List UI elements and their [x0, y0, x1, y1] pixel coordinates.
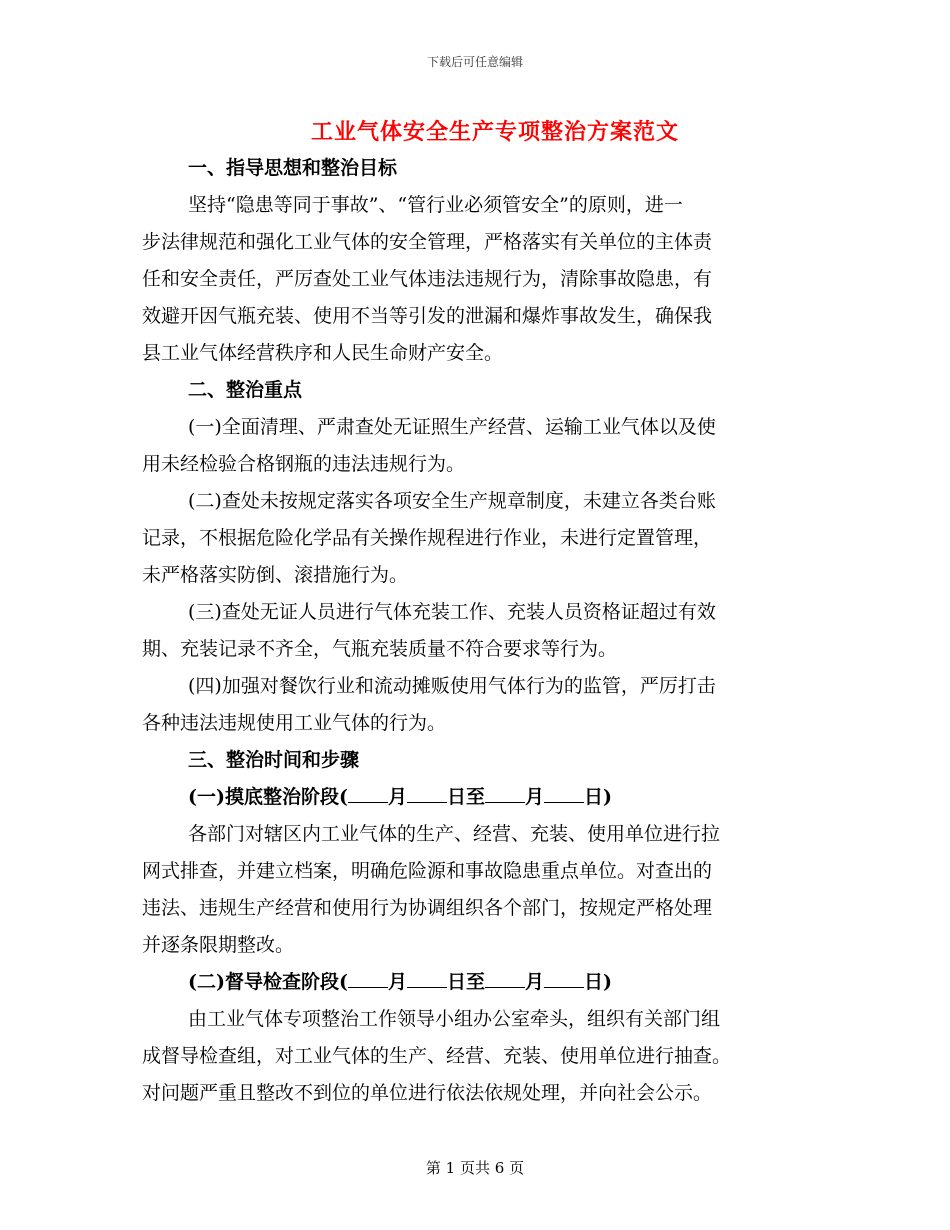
- day-to-label: 日至: [447, 971, 486, 993]
- month-label: 月: [525, 971, 545, 993]
- stage-heading-2: [142, 964, 810, 1001]
- paragraph-line: 由工业气体专项整治工作领导小组办公室牵头，组织有关部门组: [188, 1008, 721, 1030]
- date-blank: [348, 967, 388, 988]
- section-heading-1: 一、指导思想和整治目标: [188, 157, 398, 179]
- paragraph-line: 坚持“隐患等同于事故”、“管行业必须管安全”的原则，进一: [188, 194, 683, 216]
- paragraph-line: 各部门对辖区内工业气体的生产、经营、充装、使用单位进行拉: [188, 823, 721, 845]
- date-blank: [407, 967, 447, 988]
- header-note: 下载后可任意编辑: [426, 55, 523, 69]
- paragraph-line: 网式排查，并建立档案，明确危险源和事故隐患重点单位。对查出的: [142, 860, 713, 882]
- paragraph-line: (二)查处未按规定落实各项安全生产规章制度，未建立各类台账: [188, 490, 716, 512]
- day-label: 日): [584, 786, 613, 808]
- document-body: [142, 150, 810, 1112]
- stage-prefix: (二)督导检查阶段(: [188, 971, 348, 993]
- paragraph-line: (四)加强对餐饮行业和流动摊贩使用气体行为的监管，严厉打击: [188, 675, 716, 697]
- month-label: 月: [387, 786, 407, 808]
- paragraph-line: 用未经检验合格钢瓶的违法违规行为。: [142, 453, 466, 475]
- date-blank: [485, 782, 525, 803]
- month-label: 月: [525, 786, 545, 808]
- section-heading-3: 三、整治时间和步骤: [188, 749, 360, 771]
- page-number: 第 1 页共 6 页: [425, 1159, 525, 1177]
- stage-heading-1: [142, 779, 810, 816]
- paragraph-line: 并逐条限期整改。: [142, 934, 295, 956]
- stage-prefix: (一)摸底整治阶段(: [188, 786, 348, 808]
- paragraph-line: (三)查处无证人员进行气体充装工作、充装人员资格证超过有效: [188, 601, 716, 623]
- paragraph-line: 县工业气体经营秩序和人民生命财产安全。: [142, 342, 504, 364]
- section-heading-2: 二、整治重点: [188, 379, 303, 401]
- paragraph-line: 未严格落实防倒、滚措施行为。: [142, 564, 409, 586]
- paragraph-line: 任和安全责任，严厉查处工业气体违法违规行为，清除事故隐患，有: [142, 268, 713, 290]
- paragraph-line: 效避开因气瓶充装、使用不当等引发的泄漏和爆炸事故发生，确保我: [142, 305, 713, 327]
- day-to-label: 日至: [447, 786, 486, 808]
- paragraph-line: 步法律规范和强化工业气体的安全管理，严格落实有关单位的主体责: [142, 231, 713, 253]
- paragraph-line: (一)全面清理、严肃查处无证照生产经营、运输工业气体以及使: [188, 416, 716, 438]
- date-blank: [407, 782, 447, 803]
- date-blank: [544, 967, 584, 988]
- paragraph-line: 违法、违规生产经营和使用行为协调组织各个部门，按规定严格处理: [142, 897, 713, 919]
- paragraph-line: 各种违法违规使用工业气体的行为。: [142, 712, 447, 734]
- paragraph-line: 对问题严重且整改不到位的单位进行依法依规处理，并向社会公示。: [142, 1082, 713, 1104]
- month-label: 月: [387, 971, 407, 993]
- paragraph-line: 记录，不根据危险化学品有关操作规程进行作业，未进行定置管理，: [142, 527, 713, 549]
- paragraph-line: 期、充装记录不齐全，气瓶充装质量不符合要求等行为。: [142, 638, 618, 660]
- day-label: 日): [584, 971, 613, 993]
- date-blank: [485, 967, 525, 988]
- date-blank: [544, 782, 584, 803]
- document-title: 工业气体安全生产专项整治方案范文: [310, 119, 679, 145]
- date-blank: [348, 782, 388, 803]
- paragraph-line: 成督导检查组，对工业气体的生产、经营、充装、使用单位进行抽查。: [142, 1045, 732, 1067]
